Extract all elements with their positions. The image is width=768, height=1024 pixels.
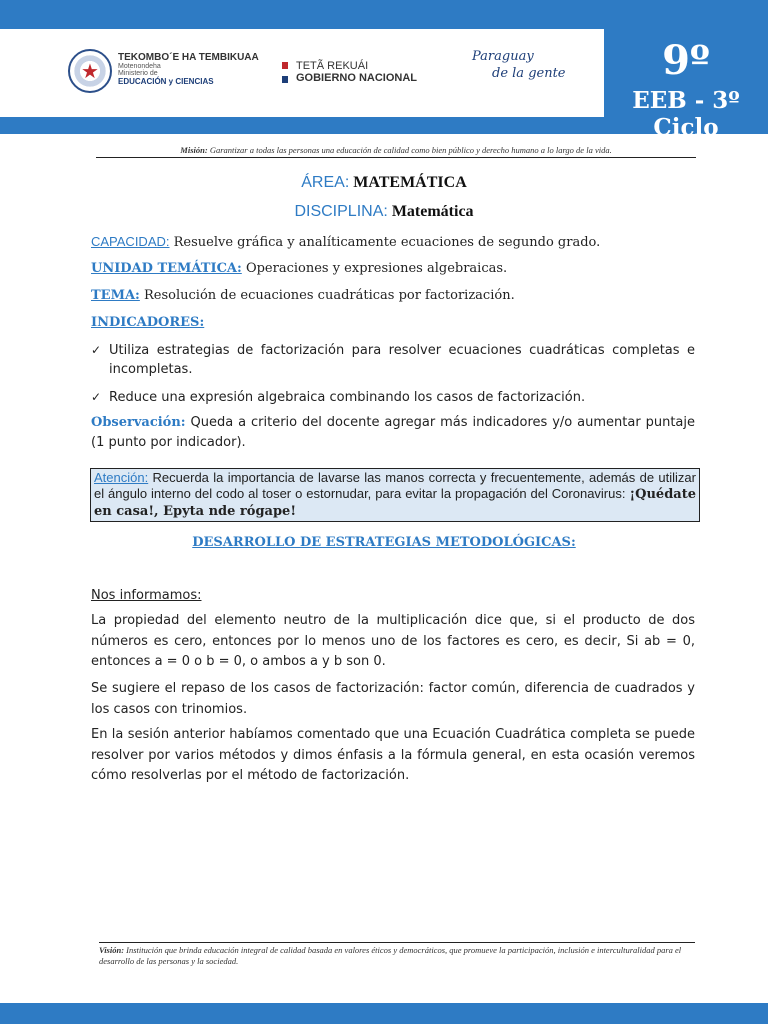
disciplina-label: DISCIPLINA: [294, 203, 388, 220]
vision-statement [99, 942, 695, 967]
capacidad-text: Resuelve gráfica y analíticamente ecuaciones de segundo grado. [173, 235, 601, 250]
capacidad-label: CAPACIDAD: [91, 234, 170, 249]
indicator-text: Reduce una expresión algebraica combinando los casos de factorización. [109, 390, 586, 405]
checkmark-icon: ✓ [91, 343, 102, 357]
paragraph: En la sesión anterior habíamos comentado que una Ecuación Cuadrática completa se puede resolver por varios métodos y dimos énfasis a la fórmula general, en esta ocasión veremos cómo resolverlas por el método de factorización. [91, 727, 695, 783]
paragraph: La propiedad del elemento neutro de la multiplicación dice que, si el producto de dos números es cero, entonces por lo menos uno de los factores es cero, es decir, Si ab = 0, entonces a = 0 o b = 0, o ambos a y b son 0. [91, 613, 695, 669]
ministry-line2: Motenondeha [118, 63, 161, 70]
header-top-bar [0, 0, 768, 29]
atencion-text: Recuerda la importancia de lavarse las manos correcta y frecuentemente, además de utilizar el ángulo interno del codo al toser o estornudar, para evitar la propagación del Coronavirus: [94, 470, 696, 501]
tema-line [91, 288, 695, 303]
disciplina-heading [0, 203, 768, 221]
ministry-line4: EDUCACIÓN y CIENCIAS [118, 77, 214, 86]
observacion-text: Queda a criterio del docente agregar más indicadores y/o aumentar puntaje (1 punto por indicador). [91, 415, 696, 450]
indicadores-heading [91, 315, 695, 330]
flag-icon [282, 62, 288, 84]
paraguay-line2: de la gente [492, 66, 566, 81]
footer-bar [0, 1003, 768, 1024]
republic-seal-icon [68, 49, 112, 93]
atencion-box [90, 468, 700, 522]
mision-statement [96, 145, 696, 158]
indicator-text: Utiliza estrategias de factorización para resolver ecuaciones cuadráticas completas e incompletas. [109, 343, 695, 377]
unidad-text: Operaciones y expresiones algebraicas. [245, 261, 508, 276]
area-heading [0, 174, 768, 192]
grade-badge [604, 29, 768, 141]
vision-label: Visión: [99, 945, 125, 955]
capacidad-line [91, 234, 695, 250]
gov-line1: TETÃ REKUÁI [296, 60, 369, 72]
checkmark-icon: ✓ [91, 390, 102, 404]
observacion-block [91, 413, 695, 453]
grade-number: 9º [662, 37, 710, 84]
informamos-title: Nos informamos: [91, 588, 202, 603]
unidad-line [91, 261, 695, 276]
unidad-label: UNIDAD TEMÁTICA: [91, 261, 242, 276]
mision-text: Garantizar a todas las personas una educación de calidad como bien público y derecho humano a lo largo de la vida. [209, 145, 612, 155]
area-label: ÁREA: [301, 174, 350, 191]
indicadores-label: INDICADORES: [91, 315, 205, 330]
paragraph: Se sugiere el repaso de los casos de factorización: factor común, diferencia de cuadrados y los casos con trinomios. [91, 681, 695, 717]
indicator-item [91, 341, 695, 379]
grade-cycle: EEB - 3º Ciclo [632, 87, 740, 141]
vision-text: Institución que brinda educación integral de calidad basada en valores éticos y democráticos, que promueve la participación, inclusión e interculturalidad para el desarrollo de las personas y la sociedad. [99, 945, 682, 966]
gov-line2: GOBIERNO NACIONAL [296, 72, 417, 84]
atencion-emphasis: ¡Quédate en casa!, Epyta nde rógape! [94, 487, 696, 519]
ministry-line1: TEKOMBO´E HA TEMBIKUAA [118, 52, 259, 63]
indicator-item [91, 388, 695, 407]
observacion-label: Observación: [91, 415, 186, 430]
seal-star-icon: ★ [81, 59, 99, 83]
tema-label: TEMA: [91, 288, 140, 303]
area-value: MATEMÁTICA [353, 174, 467, 191]
mision-label: Misión: [180, 145, 208, 155]
paraguay-line1: Paraguay [472, 49, 534, 64]
disciplina-value: Matemática [391, 203, 474, 220]
tema-text: Resolución de ecuaciones cuadráticas por factorización. [144, 288, 515, 303]
ministry-logo [118, 52, 278, 86]
ministry-line3: Ministerio de [118, 70, 158, 77]
paraguay-logo [472, 48, 592, 82]
desarrollo-heading: DESARROLLO DE ESTRATEGIAS METODOLÓGICAS: [192, 535, 576, 550]
atencion-label: Atención: [94, 470, 149, 485]
